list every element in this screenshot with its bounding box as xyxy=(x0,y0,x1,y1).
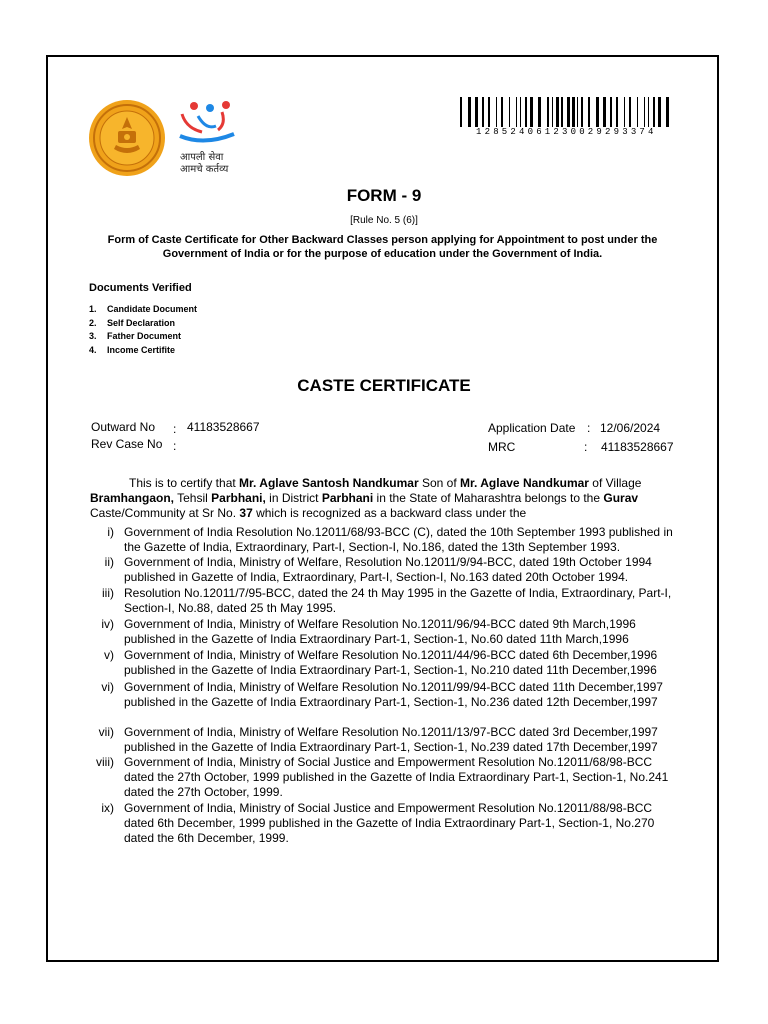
mrc-value: 41183528667 xyxy=(601,440,674,454)
rev-case-no-label: Rev Case No xyxy=(91,437,163,451)
resolution-item: iv) Government of India, Ministry of Welfare Resolution No.12011/96/94-BCC dated 9th March,1996 published in the Gazette of India Extraordinary Part-1, Section-1, No.60 dated 11th March,1996 xyxy=(101,617,636,647)
outward-no-label: Outward No xyxy=(91,420,156,434)
resolution-item: i) Government of India Resolution No.12011/68/93-BCC (C), dated the 10th September 1993 published in the Gazette of India, Extraordinary, Part-I, Section-I, No.186, dated the 13th September 1993. xyxy=(107,525,673,555)
form-title: FORM - 9 xyxy=(346,186,422,205)
barcode-icon xyxy=(460,97,672,127)
resolution-item: ii) Government of India, Ministry of Welfare, Resolution No.12011/9/94-BCC, dated 19th October 1994 published in Gazette of India, Extraordinary, Part-I, Section-I, No.163 dated 20th October 1994. xyxy=(104,555,652,585)
mrc-label: MRC xyxy=(488,440,516,454)
documents-list xyxy=(89,303,197,358)
father-name: Mr. Aglave Nandkumar xyxy=(460,476,589,490)
colon: : xyxy=(584,440,588,454)
resolution-item: vii) Government of India, Ministry of Welfare Resolution No.12011/13/97-BCC dated 3rd December,1997 published in the Gazette of India Extraordinary Part-1, Section-1, No.239 dated 17th December,1997 xyxy=(98,725,658,755)
resolution-item: vi) Government of India, Ministry of Welfare Resolution No.12011/99/94-BCC dated 11th December,1997 published in the Gazette of India Extraordinary Part-1, Section-1, No.236 dated 12th December,1997 xyxy=(101,680,663,710)
resolution-item: ix) Government of India, Ministry of Social Justice and Empowerment Resolution No.12011/88/98-BCC dated 6th December, 1999 published in the Gazette of India Extraordinary Part-1, Section-1, No.270 dated the 6th December, 1999. xyxy=(101,801,655,846)
village-name: Bramhangaon, xyxy=(90,491,175,506)
certificate-title: CASTE CERTIFICATE xyxy=(297,376,471,395)
maharashtra-seal-icon xyxy=(88,99,166,177)
colon: : xyxy=(173,439,177,453)
application-date-value: 12/06/2024 xyxy=(600,421,661,435)
colon: : xyxy=(173,422,177,436)
serial-number: 37 xyxy=(239,506,253,521)
candidate-name: Mr. Aglave Santosh Nandkumar xyxy=(239,476,419,490)
application-date-label: Application Date xyxy=(488,421,576,435)
form-description: Form of Caste Certificate for Other Backward Classes person applying for Appointment to post under the Government of India or for the purpose of education under the Government of India. xyxy=(107,234,658,260)
list-item: 2. Self Declaration xyxy=(89,317,176,328)
outward-no-value: 41183528667 xyxy=(187,420,260,434)
tehsil-name: Parbhani, xyxy=(211,491,266,506)
resolution-item: v) Government of India, Ministry of Welfare Resolution No.12011/44/96-BCC dated 6th December,1996 published in the Gazette of India Extraordinary Part-1, Section-1, No.210 dated 11th December,1996 xyxy=(104,648,658,678)
certification-paragraph: This is to certify that Mr. Aglave Santosh Nandkumar Son of Mr. Aglave Nandkumar of Village Bramhangaon, Tehsil Parbhani, in District Parbhani in the State of Maharashtra belongs to the Gurav Caste/Community at Sr No. 37 which is recognized as a backward class under the xyxy=(90,476,642,521)
colon: : xyxy=(587,421,591,435)
resolution-item: iii) Resolution No.12011/7/95-BCC, dated the 24 th May 1995 in the Gazette of India, Extraordinary, Part-I, Section-I, No.88, dated 25 th May 1995. xyxy=(102,586,672,616)
list-item: 3. Father Document xyxy=(89,331,182,342)
logo-tagline: आपली सेवा आमचे कर्तव्य xyxy=(180,152,229,175)
list-item: 4. Income Certifite xyxy=(89,345,176,356)
resolution-item: viii) Government of India, Ministry of Social Justice and Empowerment Resolution No.12011/68/98-BCC dated the 27th October, 1999 published in the Gazette of India Extraordinary Part-1, Section-1, No.241 dated the 27th October, 1999. xyxy=(96,755,669,800)
list-item: 1. Candidate Document xyxy=(89,304,198,314)
documents-verified-title: Documents Verified xyxy=(89,282,192,294)
district-name: Parbhani xyxy=(321,491,374,506)
barcode-number: 128524061230029293374 xyxy=(476,127,657,137)
caste-name: Gurav xyxy=(603,491,639,506)
rule-number: [Rule No. 5 (6)] xyxy=(350,215,418,226)
